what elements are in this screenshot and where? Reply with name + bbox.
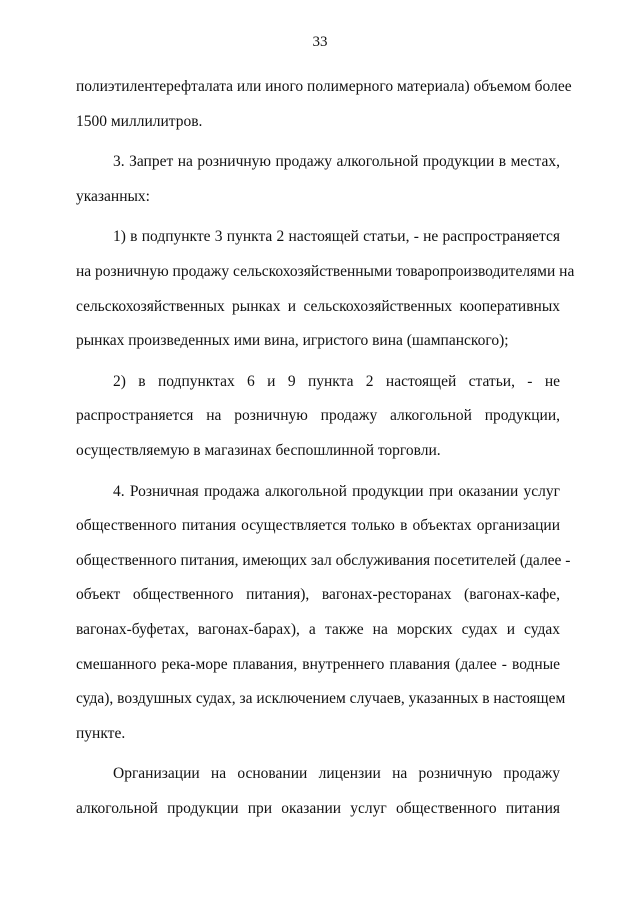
text-line: полиэтилентерефталата или иного полимерного материала) объемом более <box>76 78 572 95</box>
text-line: Организации на основании лицензии на розничную продажу <box>113 765 560 783</box>
text-line: 3. Запрет на розничную продажу алкогольной продукции в местах, <box>113 153 560 171</box>
text-line: общественного питания осуществляется только в объектах организации <box>76 517 560 535</box>
text-line: указанных: <box>76 187 150 205</box>
text-line: объект общественного питания), вагонах-ресторанах (вагонах-кафе, <box>76 586 560 604</box>
paragraph-continuation <box>76 70 572 139</box>
text-line: 1) в подпункте 3 пункта 2 настоящей статьи, - не распространяется <box>113 228 560 246</box>
text-line: осуществляемую в магазинах беспошлинной торговли. <box>76 441 441 459</box>
text-line: рынках произведенных ими вина, игристого вина (шампанского); <box>76 332 509 350</box>
text-line: пункте. <box>76 724 126 742</box>
text-line: суда), воздушных судах, за исключением случаев, указанных в настоящем <box>76 690 566 708</box>
paragraph-subitem-2 <box>76 365 560 469</box>
text-line: 1500 миллилитров. <box>76 112 203 130</box>
text-line: на розничную продажу сельскохозяйственными товаропроизводителями на <box>76 262 575 280</box>
paragraph-subitem-1 <box>76 220 575 358</box>
page-number: 33 <box>312 34 328 50</box>
text-line: 2) в подпунктах 6 и 9 пункта 2 настоящей статьи, - не <box>113 372 560 390</box>
text-line: общественного питания, имеющих зал обслуживания посетителей (далее - <box>76 551 571 569</box>
text-line: вагонах-буфетах, вагонах-барах), а также на морских судах и судах <box>76 620 560 638</box>
text-line: алкогольной продукции при оказании услуг общественного питания <box>76 799 560 817</box>
paragraph-item-4 <box>76 475 571 752</box>
paragraph-organizations <box>76 757 560 826</box>
text-line: смешанного река-море плавания, внутреннего плавания (далее - водные <box>76 655 560 673</box>
paragraph-item-3 <box>76 145 560 214</box>
text-line: 4. Розничная продажа алкогольной продукции при оказании услуг <box>113 482 560 500</box>
text-line: распространяется на розничную продажу алкогольной продукции, <box>76 407 560 425</box>
document-body <box>76 70 575 826</box>
text-line: сельскохозяйственных рынках и сельскохозяйственных кооперативных <box>76 297 560 315</box>
